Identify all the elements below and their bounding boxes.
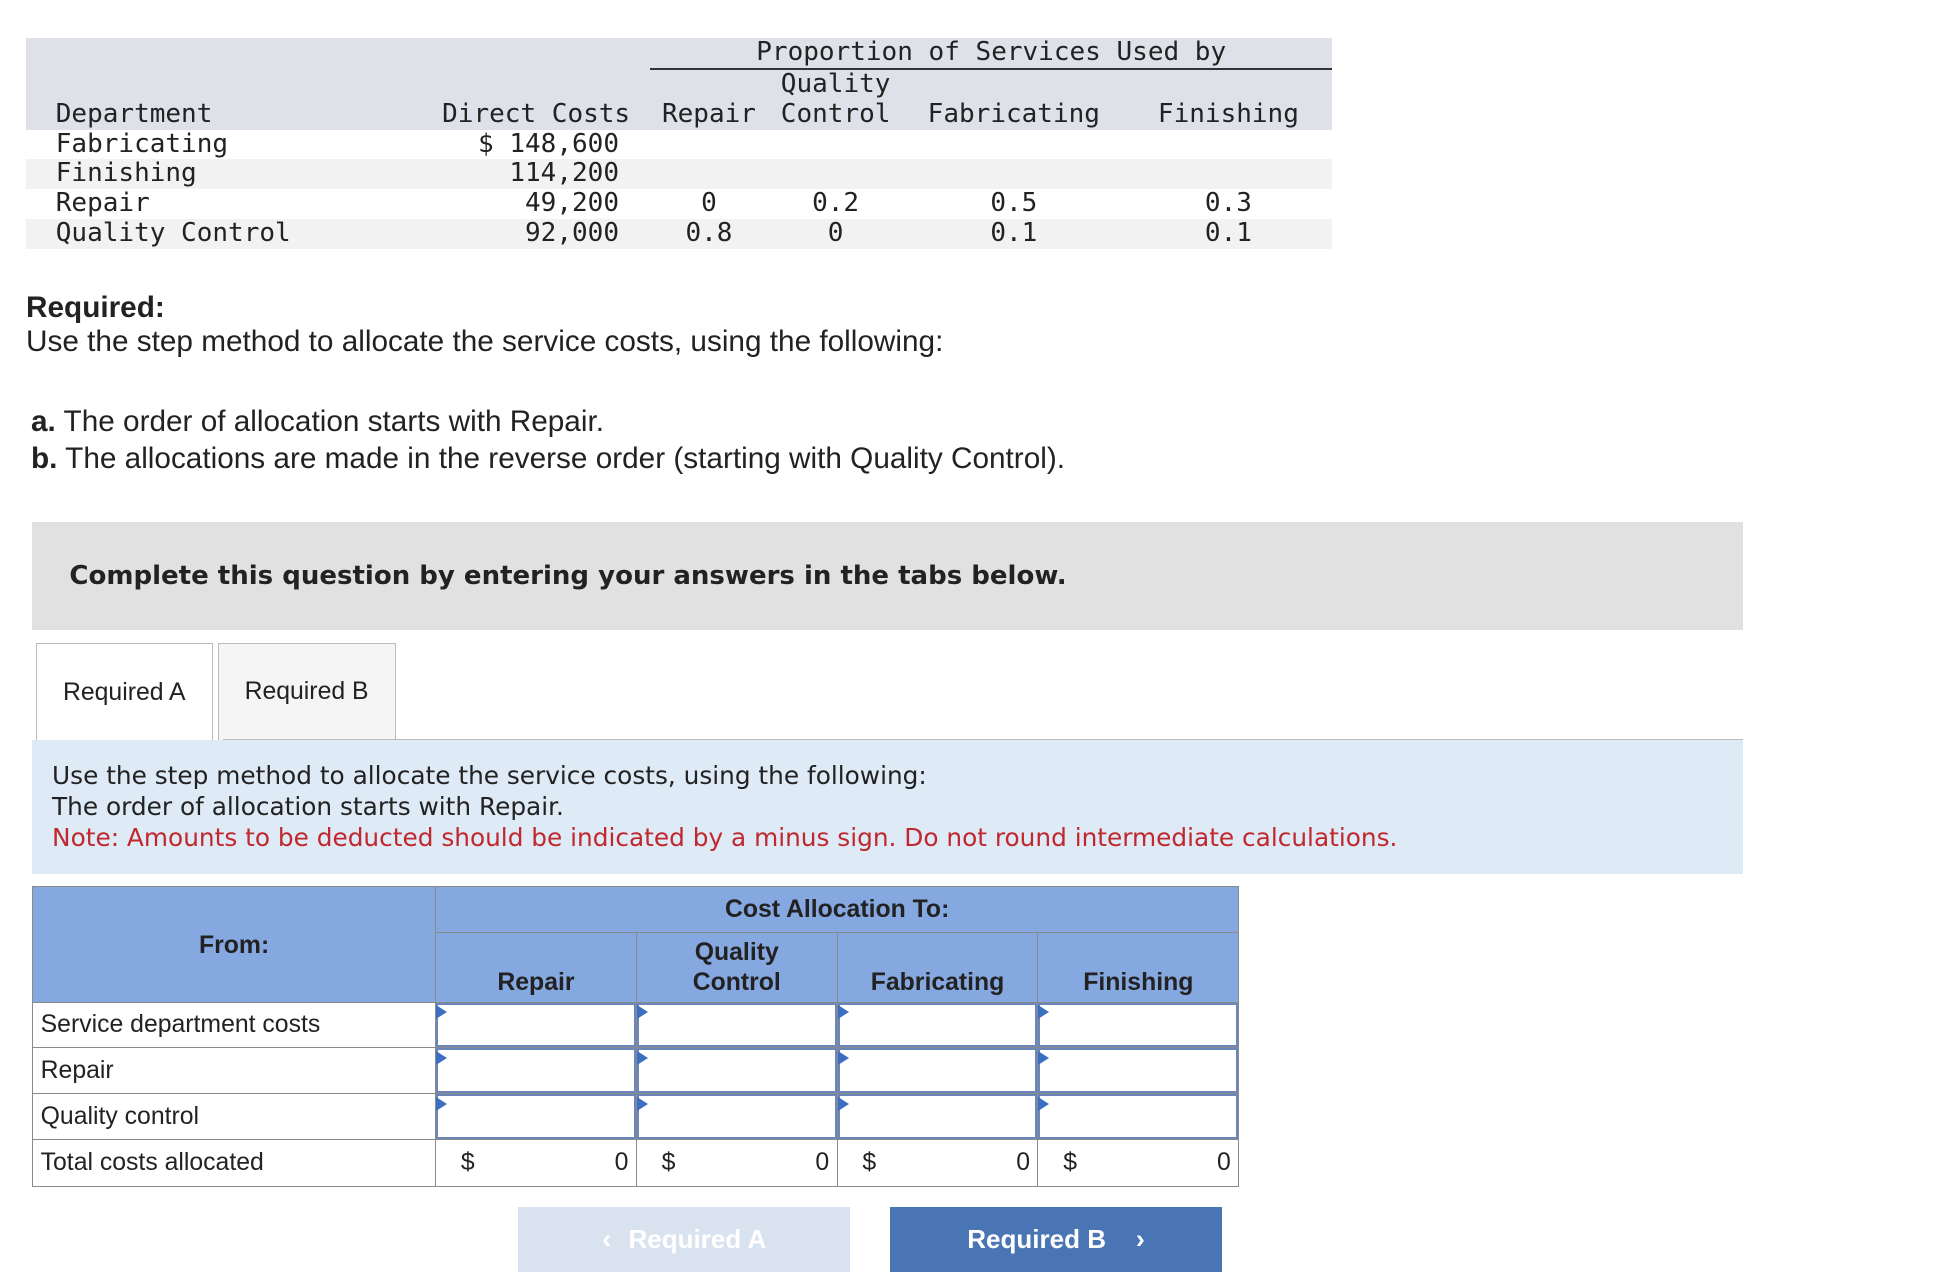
- input-marker-icon: [838, 1097, 849, 1111]
- from-header: From:: [33, 887, 436, 1002]
- service-fabricating-input[interactable]: [838, 1003, 1038, 1048]
- repair-repair-input[interactable]: [436, 1048, 636, 1093]
- given-row: Fabricating $ 148,600: [55, 128, 619, 159]
- header-fabricating: Fabricating: [927, 98, 1100, 129]
- row-label-total: Total costs allocated: [33, 1140, 436, 1187]
- header-repair: Repair: [661, 98, 756, 129]
- input-marker-icon: [1038, 1005, 1049, 1019]
- row-label-repair: Repair: [33, 1048, 436, 1094]
- input-marker-icon: [838, 1005, 849, 1019]
- chevron-right-icon: ›: [1135, 1223, 1145, 1255]
- required-heading: Required:: [26, 291, 165, 325]
- instruction-note: Note: Amounts to be deducted should be indicated by a minus sign. Do not round intermediate calculations.: [52, 823, 1398, 852]
- next-required-b-button[interactable]: [890, 1207, 1222, 1271]
- service-repair-input[interactable]: [436, 1003, 636, 1048]
- row-label-quality-control: Quality control: [33, 1094, 436, 1140]
- input-marker-icon: [637, 1051, 648, 1065]
- currency-symbol: $: [460, 1149, 475, 1176]
- table-row: [33, 1094, 1239, 1140]
- quality-quality-input[interactable]: [637, 1094, 837, 1139]
- instruction-line-1: Use the step method to allocate the service costs, using the following:: [52, 761, 927, 791]
- part-b: b. The allocations are made in the reverse order (starting with Quality Control).: [30, 442, 1066, 476]
- total-quality-control: 0: [815, 1149, 830, 1176]
- currency-symbol: $: [1063, 1149, 1078, 1176]
- cost-allocation-header: Cost Allocation To:: [436, 887, 1239, 933]
- service-quality-input[interactable]: [637, 1003, 837, 1048]
- required-parts: [31, 403, 1065, 477]
- quality-repair-input[interactable]: [436, 1094, 636, 1139]
- tab-bar: [36, 643, 401, 740]
- header-quality-line1: Quality: [780, 69, 891, 100]
- repair-finishing-input[interactable]: [1038, 1048, 1238, 1093]
- input-marker-icon: [637, 1005, 648, 1019]
- repair-fabricating-input[interactable]: [838, 1048, 1038, 1093]
- instruction-line-2: The order of allocation starts with Repair.: [52, 792, 564, 822]
- col-quality-control: Quality Control: [636, 933, 837, 1002]
- total-repair: 0: [614, 1149, 629, 1176]
- proportion-title: Proportion of Services Used by: [650, 38, 1332, 69]
- input-marker-icon: [838, 1051, 849, 1065]
- given-row: Quality Control 92,000 0.8 0 0.1 0.1: [26, 219, 1332, 249]
- table-row: [33, 1140, 1239, 1187]
- input-marker-icon: [1038, 1051, 1049, 1065]
- given-row: Repair 49,200 0 0.2 0.5 0.3: [55, 188, 1252, 219]
- tab-required-b[interactable]: Required B: [218, 643, 396, 740]
- table-row: [33, 1002, 1239, 1048]
- input-marker-icon: [436, 1051, 447, 1065]
- col-finishing: Finishing: [1038, 933, 1239, 1002]
- quality-finishing-input[interactable]: [1038, 1094, 1238, 1139]
- quality-fabricating-input[interactable]: [838, 1094, 1038, 1139]
- next-button-label: Required B: [967, 1223, 1107, 1254]
- required-section: [26, 291, 943, 359]
- chevron-left-icon: ‹: [602, 1223, 612, 1255]
- prev-required-a-button[interactable]: [518, 1207, 850, 1271]
- input-marker-icon: [436, 1097, 447, 1111]
- total-finishing: 0: [1217, 1149, 1231, 1176]
- given-data-table: [26, 38, 1332, 248]
- input-marker-icon: [436, 1005, 447, 1019]
- given-row: Finishing 114,200: [26, 159, 1332, 189]
- header-quality-line2: Control: [780, 98, 891, 129]
- input-marker-icon: [1038, 1097, 1049, 1111]
- cost-allocation-table: [32, 886, 1239, 1187]
- part-a: a. The order of allocation starts with Repair.: [30, 404, 604, 438]
- input-marker-icon: [637, 1097, 648, 1111]
- header-direct-costs: Direct Costs: [442, 98, 631, 129]
- instruction-banner: Complete this question by entering your answers in the tabs below.: [32, 522, 1743, 630]
- col-fabricating: Fabricating: [837, 933, 1038, 1002]
- total-fabricating: 0: [1016, 1149, 1031, 1176]
- prev-button-label: Required A: [628, 1223, 767, 1254]
- col-repair: Repair: [436, 933, 637, 1002]
- header-finishing: Finishing: [1157, 98, 1299, 129]
- header-department: Department: [55, 98, 213, 129]
- repair-quality-input[interactable]: [637, 1048, 837, 1093]
- required-text: Use the step method to allocate the service costs, using the following:: [26, 325, 944, 359]
- service-finishing-input[interactable]: [1038, 1003, 1238, 1048]
- table-row: [33, 1048, 1239, 1094]
- tab-required-a[interactable]: Required A: [36, 643, 213, 741]
- currency-symbol: $: [862, 1149, 877, 1176]
- currency-symbol: $: [661, 1149, 676, 1176]
- tab-instructions: [32, 740, 1743, 874]
- row-label-service-costs: Service department costs: [33, 1002, 436, 1048]
